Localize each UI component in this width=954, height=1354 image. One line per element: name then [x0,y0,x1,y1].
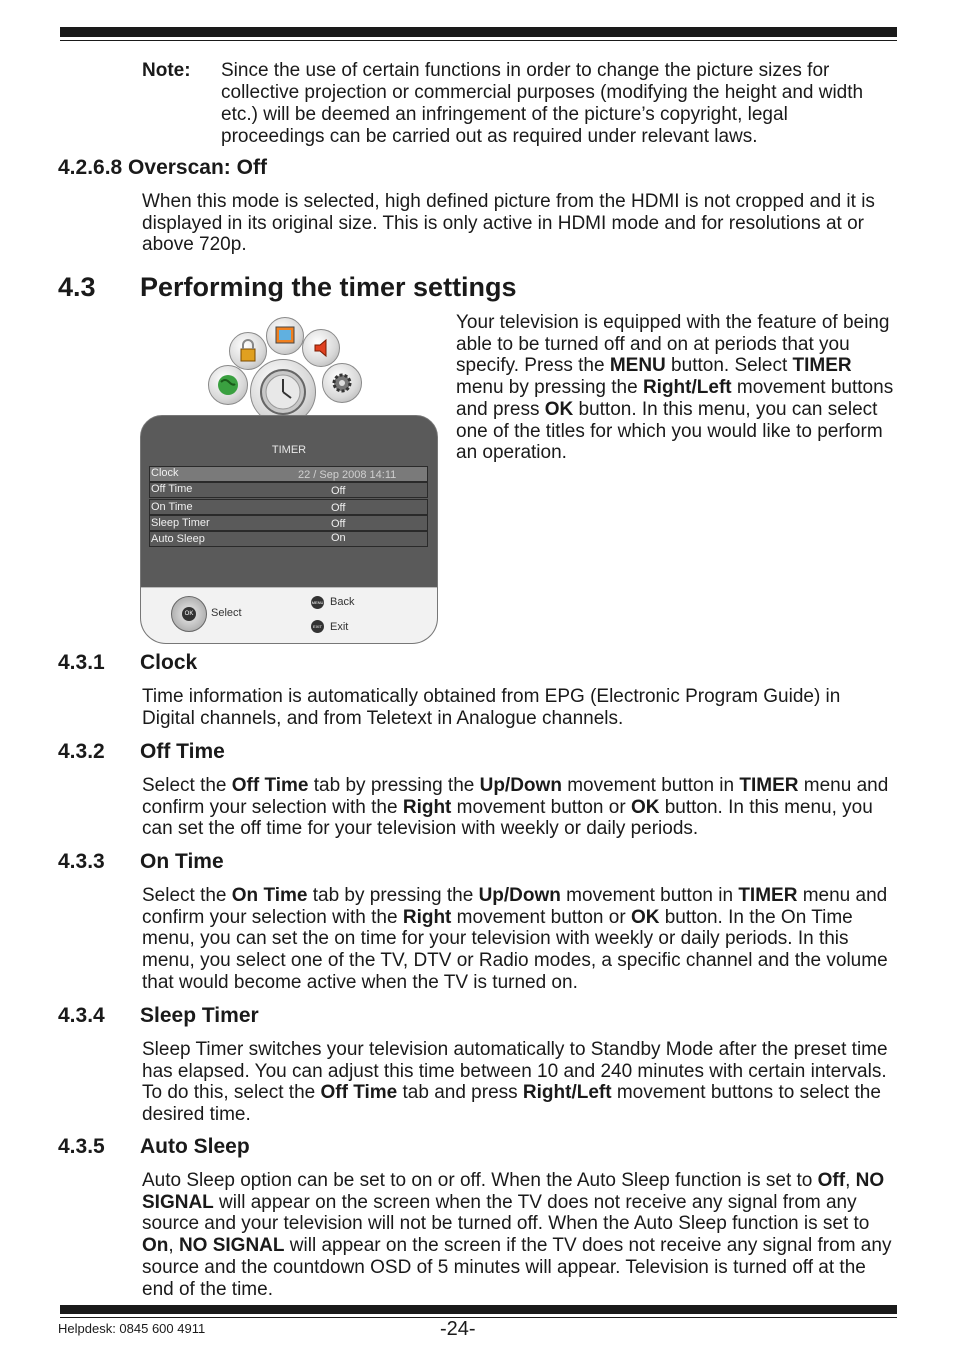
note-block [142,60,892,148]
auto-sleep-text: Auto Sleep option can be set to on or off. When the Auto Sleep function is set to Off, NO SIGNAL will appear on the screen when the TV does not receive any signal from any source and your television will not be turned off. When the Auto Sleep function is set to On, NO SIGNAL will appear on the screen if the TV does not receive any signal from any source and the countdown OSD of 5 minutes will appear. Television is turned off at the end of the time. [142,1170,892,1300]
menu-row-label: Off Time [151,483,193,495]
off-time-heading: 4.3.2 Off Time [58,740,225,763]
clock-text: Time information is automatically obtained from EPG (Electronic Program Guide) in Digital channels, and from Teletext in Analogue channels. [142,686,841,729]
on-time-heading: 4.3.3 On Time [58,850,224,873]
auto-sleep-heading: 4.3.5 Auto Sleep [58,1135,250,1158]
timer-panel [140,415,438,644]
overscan-heading: 4.2.6.8 Overscan: Off [58,156,267,179]
menu-row-value: Off [331,502,346,514]
navigation-pad-icon [171,596,207,632]
menu-row-sleep-timer[interactable] [149,515,428,531]
select-label: Select [211,607,242,619]
off-time-text: Select the Off Time tab by pressing the Up/Down movement button in TIMER menu and confirm your selection with the Right movement button or OK button. In this menu, you can set the off time for your television with weekly or daily periods. [142,775,889,840]
timer-menu-screenshot [140,313,438,644]
clock-heading: 4.3.1 Clock [58,651,198,674]
menu-row-label: Auto Sleep [151,533,205,545]
menu-row-value: Off [331,485,346,497]
globe-icon [208,365,248,405]
menu-row-value: Off [331,518,346,530]
menu-row-label: On Time [151,501,193,513]
helpdesk-text: Helpdesk: 0845 600 4911 [58,1321,206,1336]
on-time-text: Select the On Time tab by pressing the Up/Down movement button in TIMER menu and confirm your selection with the Right movement button or OK button. In the On Time menu, you can set the on time for your television with weekly or daily periods. In this menu, you select one of the TV, DTV or Radio modes, a specific channel and the volume that would become active when the TV is turned on. [142,885,888,993]
menu-button-icon: MENU [311,596,324,609]
exit-label: Exit [330,621,349,633]
menu-row-label: Clock [151,467,179,479]
menu-row-value: On [331,532,346,544]
overscan-text: When this mode is selected, high defined picture from the HDMI is not cropped and it is displayed in its original size. This is only active in HDMI mode and for resolutions at or above 720p. [142,191,875,256]
menu-row-clock[interactable] [149,466,428,482]
menu-row-auto-sleep[interactable] [149,531,428,547]
picture-icon [266,317,304,355]
bottom-rule [60,1305,897,1314]
ok-button-icon: OK [182,607,196,621]
back-label: Back [330,596,355,608]
sleep-timer-heading: 4.3.4 Sleep Timer [58,1004,259,1027]
menu-row-value: 22 / Sep 2008 14:11 [298,469,397,481]
section-heading [58,270,517,304]
menu-footer [141,587,437,643]
exit-button-icon: EXIT [311,620,324,633]
section-number: 4.3 [58,272,96,302]
menu-row-on-time[interactable] [149,499,428,515]
note-label: Note: [142,60,191,81]
timer-intro-text: Your television is equipped with the feature of being able to be turned off and on at periods that you specify. Press the MENU button. Select TIMER menu by pressing the Right/Left movement buttons and press OK button. In this menu, you can select one of the titles for which you would like to perform an operation. [456,312,894,464]
menu-row-off-time[interactable] [149,482,428,498]
top-rule [60,27,897,37]
gear-icon [322,363,362,403]
page-number: -24- [440,1318,476,1340]
section-title: Performing the timer settings [140,272,517,302]
note-text: Since the use of certain functions in order to change the picture sizes for collective projection or commercial purposes (modifying the height and width etc.) will be deemed an infringement of the picture’s copyright, legal proceedings can be carried out as required under relevant laws. [221,60,864,147]
menu-row-label: Sleep Timer [151,517,210,529]
sleep-timer-text: Sleep Timer switches your television automatically to Standby Mode after the preset time has elapsed. You can adjust this time between 10 and 240 minutes with certain intervals. To do this, select the Off Time tab and press Right/Left movement buttons to select the desired time. [142,1039,888,1126]
timer-title: TIMER [271,444,307,456]
